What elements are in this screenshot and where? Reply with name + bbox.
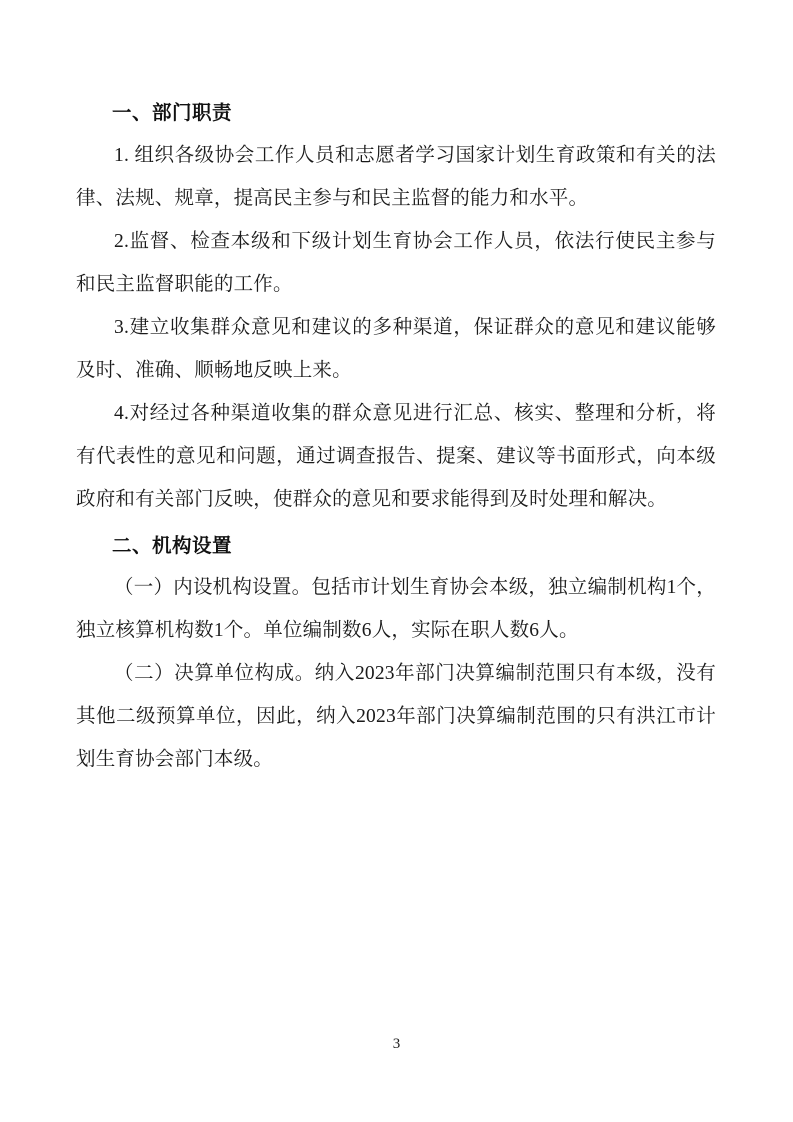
paragraph: 2.监督、检查本级和下级计划生育协会工作人员，依法行使民主参与和民主监督职能的工作。	[76, 231, 716, 296]
section-heading-1: 一、部门职责	[112, 102, 233, 124]
section-heading-2: 二、机构设置	[112, 535, 233, 558]
paragraph: 3.建立收集群众意见和建议的多种渠道，保证群众的意见和建议能够及时、准确、顺畅地反映上来。	[76, 317, 716, 382]
paragraph: （一）内设机构设置。包括市计划生育协会本级，独立编制机构1个，独立核算机构数1个。单位编制数6人，实际在职人数6人。	[76, 577, 716, 642]
page-number: 3	[392, 1036, 401, 1052]
paragraph: 4.对经过各种渠道收集的群众意见进行汇总、核实、整理和分析，将有代表性的意见和问题，通过调查报告、提案、建议等书面形式，向本级政府和有关部门反映，使群众的意见和要求能得到及时处理和解决。	[76, 403, 716, 511]
paragraph: （二）决算单位构成。纳入2023年部门决算编制范围只有本级，没有其他二级预算单位，因此，纳入2023年部门决算编制范围的只有洪江市计划生育协会部门本级。	[76, 663, 716, 771]
document-body	[76, 98, 716, 781]
paragraph: 1. 组织各级协会工作人员和志愿者学习国家计划生育政策和有关的法律、法规、规章，提高民主参与和民主监督的能力和水平。	[76, 145, 716, 210]
